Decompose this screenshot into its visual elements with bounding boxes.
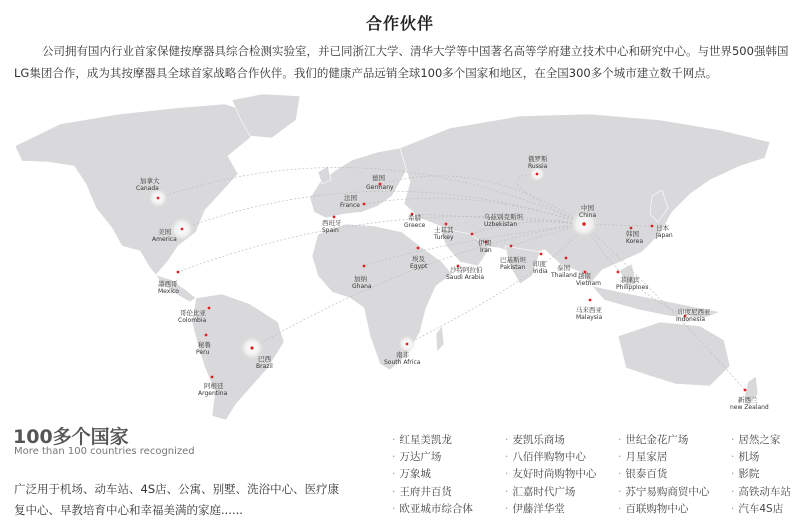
store-list-col2 <box>505 432 596 518</box>
list-item: · 银泰百货 <box>618 466 709 483</box>
intro-paragraph: 公司拥有国内行业首家保健按摩器具综合检测实验室，并已同浙江大学、清华大学等中国著名高等学府建立技术中心和研究中心。与世界500强韩国LG集团合作，成为其按摩器具全球首家战略合作伙伴。我们的健康产品远销全球100多个国家和地区，在全国300多个城市建立数千网点。 <box>14 44 789 80</box>
label-spain-en: Spain <box>322 227 339 234</box>
label-brazil-en: Brazil <box>256 363 273 370</box>
label-turkey-cn: 土耳其 <box>434 226 454 234</box>
label-saudi-cn: 沙特阿拉伯 <box>450 266 483 274</box>
list-item: · 月星家居 <box>618 449 709 466</box>
store-list-col3 <box>618 432 709 518</box>
list-item: · 万象城 <box>392 466 473 483</box>
label-new-zealand-en: new Zealand <box>730 404 769 411</box>
label-germany-en: Germany <box>366 184 394 191</box>
list-item: · 机场 <box>731 449 791 466</box>
page-title: 合作伙伴 <box>365 14 434 33</box>
label-uzbekistan-en: Uzbekistan <box>484 221 518 228</box>
label-greece-cn: 希腊 <box>408 214 421 222</box>
label-brazil-cn: 巴西 <box>258 355 271 363</box>
label-india-cn: 印度 <box>533 260 546 268</box>
label-indonesia-en: Indonesia <box>676 316 706 323</box>
label-egypt-cn: 埃及 <box>412 255 425 263</box>
label-uzbekistan-cn: 乌兹别克斯坦 <box>484 213 523 221</box>
continents <box>15 94 770 420</box>
list-item: · 王府井百货 <box>392 484 473 501</box>
label-peru-en: Peru <box>196 349 210 356</box>
label-vietnam-cn: 越南 <box>578 272 591 280</box>
label-iran-en: Iran <box>480 247 492 254</box>
label-france-en: France <box>340 202 360 209</box>
label-argentina-cn: 阿根廷 <box>204 382 224 390</box>
label-pakistan-cn: 巴基斯坦 <box>500 256 526 264</box>
label-germany-cn: 德国 <box>372 174 385 182</box>
label-philippines-en: Philippines <box>616 284 649 291</box>
label-south-africa-cn: 南非 <box>396 351 409 359</box>
label-malaysia-en: Malaysia <box>576 314 603 321</box>
list-item: · 苏宁易购商贸中心 <box>618 484 709 501</box>
list-item: · 红星美凯龙 <box>392 432 473 449</box>
label-russia-cn: 俄罗斯 <box>528 155 548 163</box>
label-spain-cn: 西班牙 <box>322 219 342 227</box>
label-america-cn: 美国 <box>158 228 171 236</box>
label-iran-cn: 伊朗 <box>478 239 491 247</box>
label-pakistan-en: Pakistan <box>500 264 526 271</box>
list-item: · 欧亚城市综合体 <box>392 501 473 518</box>
list-item: · 友好时尚购物中心 <box>505 466 596 483</box>
label-indonesia-cn: 印度尼西亚 <box>678 308 711 316</box>
label-new-zealand-cn: 新西兰 <box>738 396 758 404</box>
label-philippines-cn: 菲律宾 <box>620 276 640 284</box>
usage-description: 广泛用于机场、动车站、4S店、公寓、别墅、洗浴中心、医疗康复中心、早教培育中心和幸福美满的家庭...... <box>14 482 340 517</box>
countries-headline: 100多个国家 <box>13 426 129 448</box>
label-japan-en: Japan <box>656 232 673 239</box>
label-ghana-cn: 加纳 <box>354 275 367 283</box>
label-peru-cn: 秘鲁 <box>198 341 211 349</box>
list-item: · 伊藤洋华堂 <box>505 501 596 518</box>
label-japan-cn: 日本 <box>656 224 669 232</box>
label-south-africa-en: South Africa <box>384 359 421 366</box>
label-turkey-en: Turkey <box>434 234 454 241</box>
label-thailand-cn: 泰国 <box>557 264 570 272</box>
list-item: · 影院 <box>731 466 791 483</box>
list-item: · 汽车4S店 <box>731 501 791 518</box>
list-item: · 八佰伴购物中心 <box>505 449 596 466</box>
label-canada-cn: 加拿大 <box>140 177 160 185</box>
list-item: · 高铁动车站 <box>731 484 791 501</box>
list-item: · 麦凯乐商场 <box>505 432 596 449</box>
label-malaysia-cn: 马来西亚 <box>576 306 602 314</box>
label-china-en: China <box>579 212 597 219</box>
list-item: · 居然之家 <box>731 432 791 449</box>
list-item: · 万达广场 <box>392 449 473 466</box>
label-argentina-en: Argentina <box>198 390 228 397</box>
label-vietnam-en: Vietnam <box>576 280 602 287</box>
label-canada-en: Canada <box>136 185 159 192</box>
label-egypt-en: Egypt <box>410 263 428 270</box>
list-item: · 汇嘉时代广场 <box>505 484 596 501</box>
list-item: · 百联购物中心 <box>618 501 709 518</box>
label-korea-en: Korea <box>626 238 644 245</box>
label-korea-cn: 韩国 <box>626 230 639 238</box>
label-mexico-en: Mexico <box>158 288 179 295</box>
label-colombia-cn: 哥伦比亚 <box>180 309 206 317</box>
store-list-col1 <box>392 432 473 518</box>
store-list-col4 <box>731 432 791 518</box>
list-item: · 世纪金花广场 <box>618 432 709 449</box>
label-america-en: America <box>152 236 177 243</box>
label-france-cn: 法国 <box>344 194 357 202</box>
label-thailand-en: Thailand <box>551 272 577 279</box>
label-china-cn: 中国 <box>581 204 594 212</box>
world-partner-map <box>0 86 800 426</box>
label-mexico-cn: 墨西哥 <box>158 280 178 288</box>
label-saudi-en: Saudi Arabia <box>446 274 485 281</box>
label-russia-en: Russia <box>528 163 548 170</box>
label-greece-en: Greece <box>404 222 426 229</box>
label-ghana-en: Ghana <box>352 283 372 290</box>
countries-subline: More than 100 countries recognized <box>14 446 195 457</box>
label-colombia-en: Colombia <box>178 317 207 324</box>
label-india-en: India <box>533 268 548 275</box>
